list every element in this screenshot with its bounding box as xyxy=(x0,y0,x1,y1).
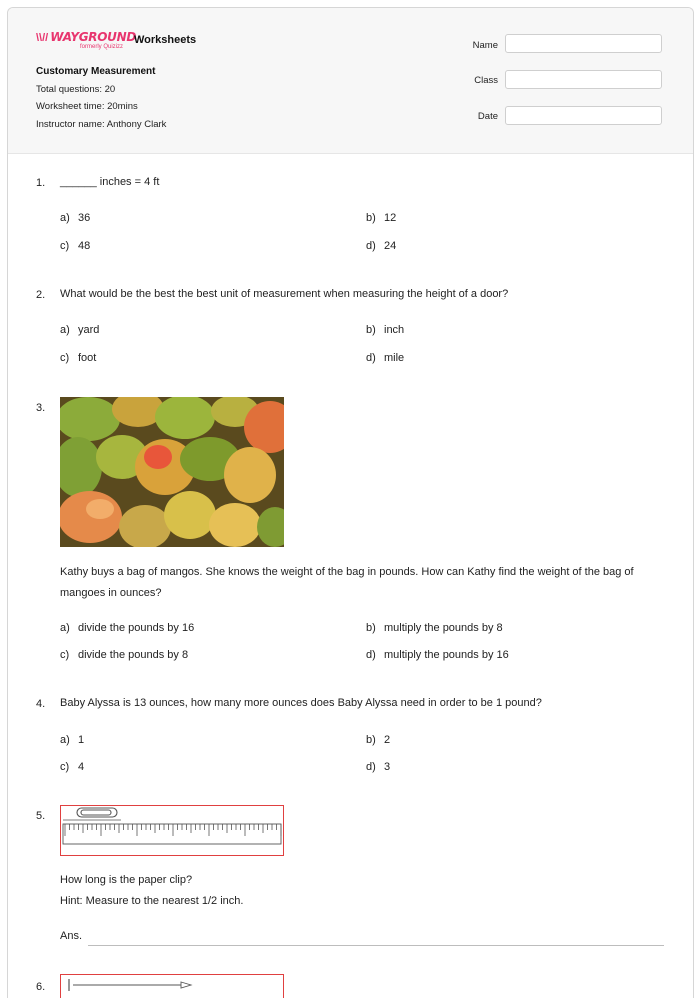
question-2-option-a: a) yard xyxy=(60,324,100,336)
question-2-option-b: b) inch xyxy=(366,324,405,336)
question-3-option-a: a) divide the pounds by 16 xyxy=(60,622,195,634)
question-1-option-b: b) 12 xyxy=(366,212,397,224)
question-3-option-d: d) multiply the pounds by 16 xyxy=(366,649,509,661)
name-field[interactable] xyxy=(505,34,662,53)
ruler-with-paper-clip-illustration xyxy=(61,806,283,855)
question-2-number: 2. xyxy=(36,289,46,301)
question-1-option-c: c) 48 xyxy=(60,240,91,252)
question-5-answer-line[interactable] xyxy=(88,945,664,946)
question-2-option-d: d) mile xyxy=(366,352,405,364)
question-4-text: Baby Alyssa is 13 ounces, how many more ounces does Baby Alyssa need in order to be 1 pound? xyxy=(60,697,542,709)
question-6-image xyxy=(60,974,284,998)
class-label: Class xyxy=(474,75,498,86)
date-label: Date xyxy=(477,111,498,122)
worksheet-title: Customary Measurement xyxy=(36,66,156,77)
question-1-text: ______ inches = 4 ft xyxy=(60,176,160,188)
instructor-name: Instructor name: Anthony Clark xyxy=(36,119,167,130)
question-5-number: 5. xyxy=(36,810,46,822)
mangoes-image xyxy=(60,397,284,547)
product-title: Worksheets xyxy=(134,34,197,46)
question-1-option-a: a) 36 xyxy=(60,212,91,224)
question-4-option-c: c) 4 xyxy=(60,761,85,773)
question-4-option-d: d) 3 xyxy=(366,761,391,773)
question-5-answer-label: Ans. xyxy=(60,930,83,942)
question-5-text-line-2: Hint: Measure to the nearest 1/2 inch. xyxy=(60,895,244,907)
question-2-text: What would be the best the best unit of measurement when measuring the height of a door? xyxy=(60,288,509,300)
pencil-illustration xyxy=(61,975,283,998)
paper-clip-icon xyxy=(77,808,117,817)
question-3-option-b: b) multiply the pounds by 8 xyxy=(366,622,503,634)
class-field[interactable] xyxy=(505,70,662,89)
question-4-number: 4. xyxy=(36,698,46,710)
worksheet-page xyxy=(7,7,694,998)
worksheet-time: Worksheet time: 20mins xyxy=(36,101,138,112)
question-2-option-c: c) foot xyxy=(60,352,97,364)
mangoes-photo xyxy=(60,397,284,547)
worksheet-header xyxy=(8,8,693,154)
question-3-option-c: c) divide the pounds by 8 xyxy=(60,649,189,661)
date-field[interactable] xyxy=(505,106,662,125)
question-3-text: Kathy buys a bag of mangos. She knows the weight of the bag in pounds. How can Kathy find the weight of the bag of mangoes in ounces? xyxy=(60,566,634,599)
question-5-text-line-1: How long is the paper clip? xyxy=(60,874,193,886)
question-1-option-d: d) 24 xyxy=(366,240,397,252)
total-questions: Total questions: 20 xyxy=(36,84,116,95)
question-4-option-b: b) 2 xyxy=(366,734,391,746)
question-4-option-a: a) 1 xyxy=(60,734,85,746)
brand-logo: \\// WAYGROUND formerly Quizizz xyxy=(36,30,136,50)
question-1-number: 1. xyxy=(36,177,46,189)
paper-clip-ruler-image xyxy=(60,805,284,856)
question-6-number: 6. xyxy=(36,981,46,993)
name-label: Name xyxy=(472,40,498,51)
wayground-logo-icon: \\// xyxy=(36,32,49,44)
question-3-number: 3. xyxy=(36,402,46,414)
